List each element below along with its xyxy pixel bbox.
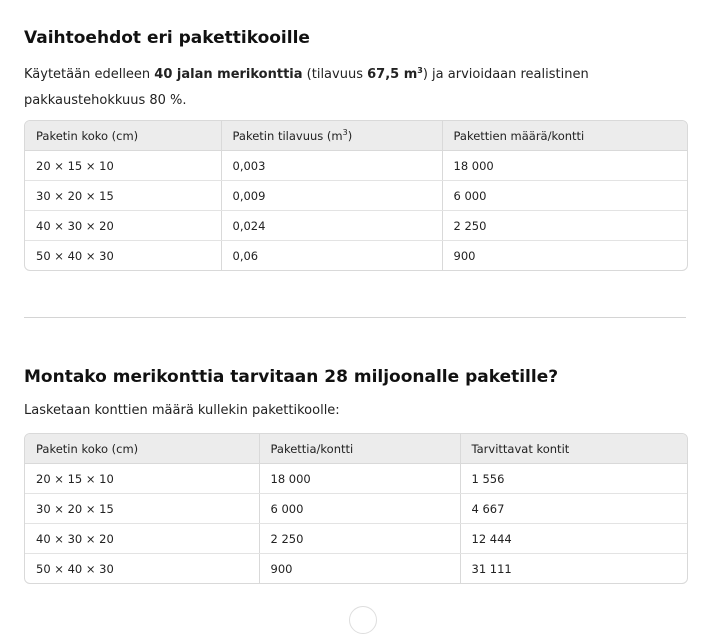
- table-cell: 6 000: [259, 494, 460, 524]
- table-cell: 18 000: [259, 464, 460, 494]
- table-cell: 0,06: [221, 241, 442, 271]
- table-cell: 1 556: [460, 464, 687, 494]
- column-header: Pakettien määrä/kontti: [442, 121, 687, 151]
- table-row: [25, 241, 687, 271]
- table-cell: 0,009: [221, 181, 442, 211]
- table-row: [25, 151, 687, 181]
- table-row: [25, 181, 687, 211]
- table-row: [25, 464, 687, 494]
- scroll-down-button[interactable]: [349, 606, 377, 634]
- table-header-row: [25, 434, 687, 464]
- table-row: [25, 554, 687, 584]
- section-intro: Käytetään edelleen 40 jalan merikonttia (tilavuus 67,5 $m^3$) ja arvioidaan realistinen pakkaustehokkuus 80 %.: [24, 66, 589, 108]
- table-row: [25, 494, 687, 524]
- section-intro: Lasketaan konttien määrä kullekin pakettikoolle:: [24, 403, 340, 418]
- options-table: [25, 121, 687, 270]
- table-cell: 20 × 15 × 10: [25, 464, 259, 494]
- containers-table: [25, 434, 687, 583]
- section-package-options: [24, 27, 686, 121]
- table-cell: 40 × 30 × 20: [25, 524, 259, 554]
- column-header: Paketin koko (cm): [25, 434, 259, 464]
- table-cell: 31 111: [471, 561, 512, 576]
- table-cell: 50 × 40 × 30: [25, 241, 221, 271]
- section-title: Vaihtoehdot eri pakettikooille: [24, 28, 310, 48]
- table-cell: 20 × 15 × 10: [25, 151, 221, 181]
- table-cell: 50 × 40 × 30: [25, 554, 259, 584]
- options-table-container: [24, 120, 686, 271]
- section-container-count: [24, 366, 686, 424]
- table-cell: 4 667: [460, 494, 687, 524]
- containers-table-container: [24, 433, 686, 584]
- table-cell: 18 000: [442, 151, 687, 181]
- table-cell: 2 250: [259, 524, 460, 554]
- table-cell: 0,024: [221, 211, 442, 241]
- section-divider: [24, 317, 686, 318]
- column-header: Paketin tilavuus $(m^3)$: [221, 121, 442, 151]
- table-row: [25, 211, 687, 241]
- table-cell: 30 × 20 × 15: [25, 181, 221, 211]
- column-header: Tarvittavat kontit: [460, 434, 687, 464]
- section-title: Montako merikonttia tarvitaan 28 miljoonalle paketille?: [24, 367, 559, 387]
- table-cell: 40 × 30 × 20: [25, 211, 221, 241]
- table-cell: 2 250: [442, 211, 687, 241]
- table-cell: 0,003: [221, 151, 442, 181]
- column-header: Pakettia/kontti: [259, 434, 460, 464]
- table-header-row: [25, 121, 687, 151]
- table-cell: 6 000: [442, 181, 687, 211]
- table-cell: 900: [259, 554, 460, 584]
- table-cell: 12 444: [460, 524, 687, 554]
- table-cell: 30 × 20 × 15: [25, 494, 259, 524]
- table-row: [25, 524, 687, 554]
- table-cell: 900: [453, 248, 476, 263]
- column-header: Paketin koko (cm): [25, 121, 221, 151]
